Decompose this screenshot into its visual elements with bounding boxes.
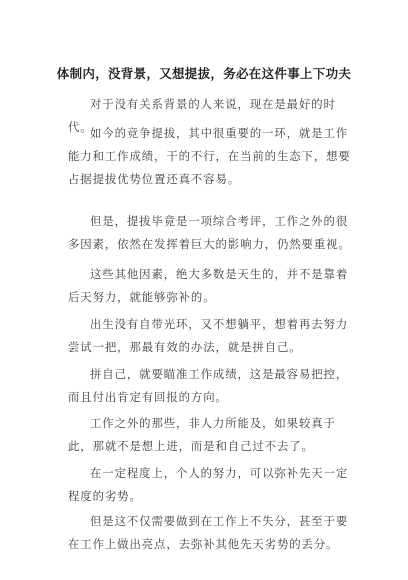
- paragraph-3: 但是，提拔毕竟是一项综合考评，工作之外的很多因素，依然在发挥着巨大的影响力，仍然要重视。: [68, 214, 351, 251]
- paragraph-7: 工作之外的那些，非人力所能及，如果较真于此，那就不是想上进，而是和自己过不去了。: [68, 416, 336, 453]
- paragraph-8: 在一定程度上，个人的努力，可以弥补先天一定程度的劣势。: [68, 466, 349, 503]
- paragraph-9: 但是这不仅需要做到在工作上不失分，甚至于要在工作上做出亮点，去弥补其他先天劣势的丢分。: [68, 514, 349, 551]
- document-title: 体制内，没背景，又想提拔，务必在这件事上下功夫: [56, 66, 352, 81]
- paragraph-2: 如今的竞争提拔，其中很重要的一环，就是工作能力和工作成绩，干的不行，在当前的生态下，想要占据提拔优势位置还真不容易。: [68, 126, 351, 186]
- paragraph-5: 出生没有自带光环，又不想躺平，想着再去努力尝试一把，那最有效的办法，就是拼自己。: [68, 317, 349, 354]
- paragraph-4: 这些其他因素，绝大多数是天生的，并不是靠着后天努力，就能够弥补的。: [68, 267, 349, 304]
- paragraph-6: 拼自己，就要瞄准工作成绩，这是最容易把控，而且付出肯定有回报的方向。: [68, 367, 349, 404]
- paragraph-1: 对于没有关系背景的人来说，现在是最好的时代。: [68, 97, 336, 134]
